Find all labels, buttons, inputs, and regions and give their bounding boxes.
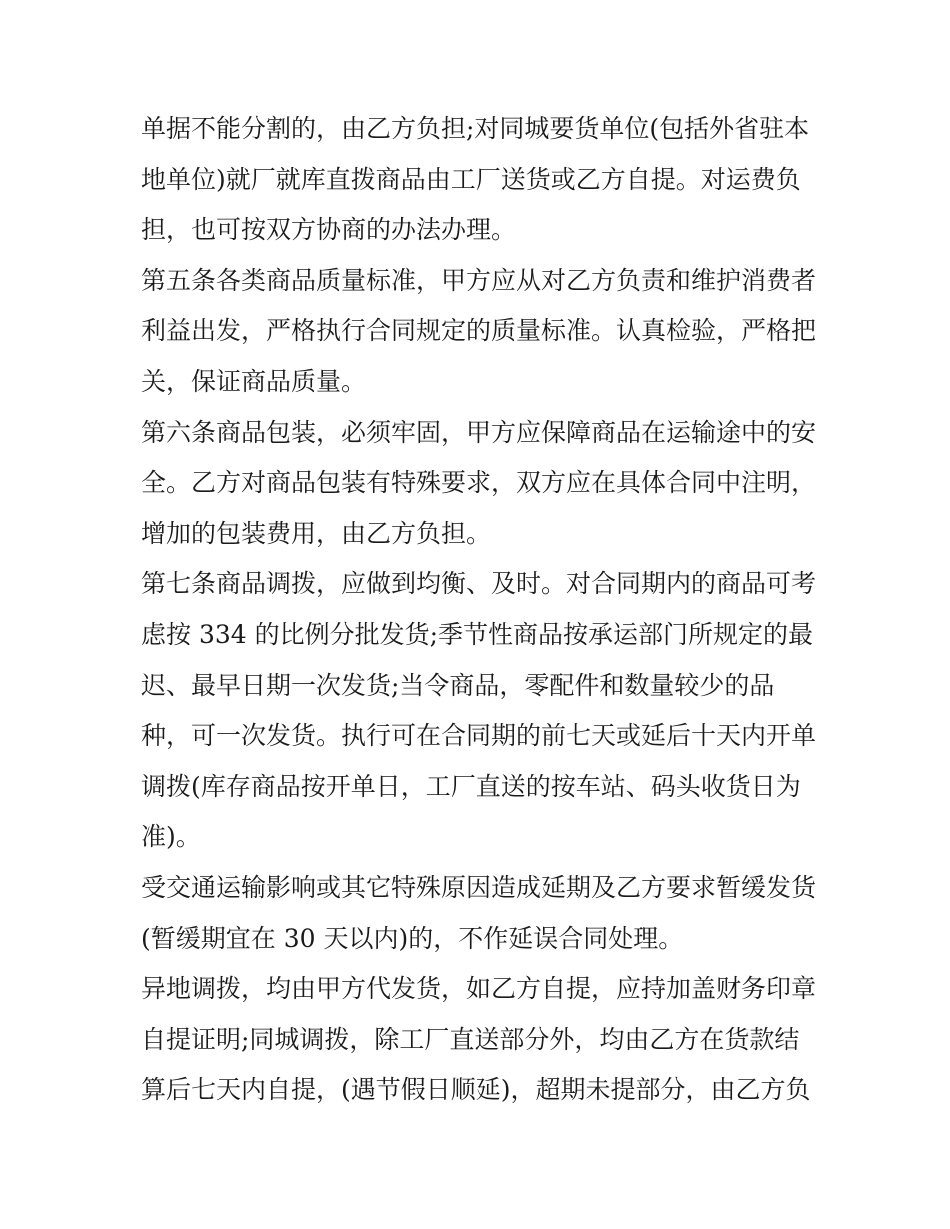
text-line: 关，保证商品质量。 — [141, 366, 367, 396]
text-line: 调拨(库存商品按开单日，工厂直送的按车站、码头收货日为 — [141, 771, 801, 801]
text-line: 第五条各类商品质量标准，甲方应从对乙方负责和维护消费者 — [141, 265, 817, 295]
text-line: 种，可一次发货。执行可在合同期的前七天或延后十天内开单 — [141, 721, 817, 751]
text-line: 利益出发，严格执行合同规定的质量标准。认真检验，严格把 — [141, 316, 817, 346]
text-line: 地单位)就厂就库直拨商品由工厂送货或乙方自提。对运费负 — [141, 164, 801, 194]
text-line: 第六条商品包装，必须牢固，甲方应保障商品在运输途中的安 — [141, 417, 817, 447]
text-line: 算后七天内自提，(遇节假日顺延)，超期未提部分，由乙方负 — [141, 1075, 811, 1105]
text-line: 准)。 — [141, 822, 201, 852]
text-line: 虑按 334 的比例分批发货;季节性商品按承运部门所规定的最 — [141, 619, 814, 649]
text-line: 担，也可按双方协商的办法办理。 — [141, 215, 517, 245]
text-line: 自提证明;同城调拨，除工厂直送部分外，均由乙方在货款结 — [141, 1024, 800, 1054]
document-body — [141, 104, 821, 1116]
text-line: 受交通运输影响或其它特殊原因造成延期及乙方要求暂缓发货 — [141, 872, 817, 902]
text-line: 第七条商品调拨，应做到均衡、及时。对合同期内的商品可考 — [141, 569, 817, 599]
text-line: 全。乙方对商品包装有特殊要求，双方应在具体合同中注明， — [141, 468, 817, 498]
text-line: 增加的包装费用，由乙方负担。 — [141, 518, 492, 548]
text-line: 异地调拨，均由甲方代发货，如乙方自提，应持加盖财务印章 — [141, 974, 817, 1004]
text-line: 单据不能分割的，由乙方负担;对同城要货单位(包括外省驻本 — [141, 114, 810, 143]
text-line: 迟、最早日期一次发货;当令商品，零配件和数量较少的品 — [141, 670, 775, 700]
text-line: (暂缓期宜在 30 天以内)的，不作延误合同处理。 — [141, 923, 684, 953]
